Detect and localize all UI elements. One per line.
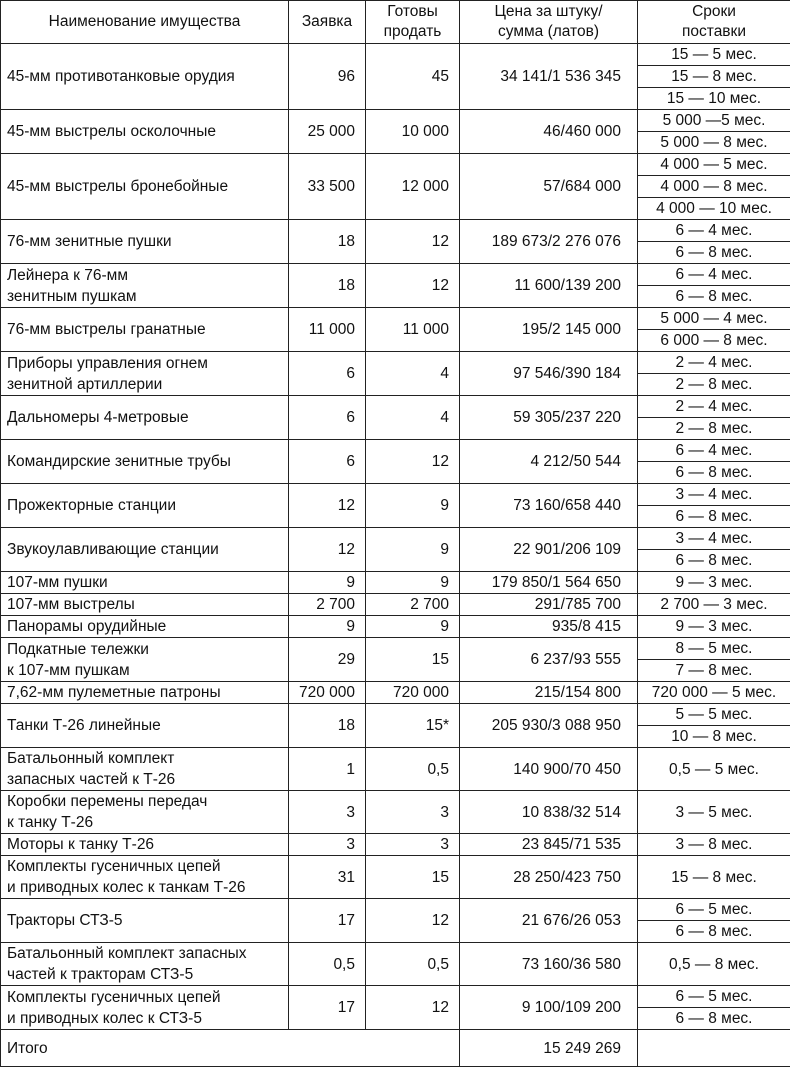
row-term: 6 — 4 мес. bbox=[638, 440, 790, 462]
row-name: Батальонный комплект запасных частей к Т-26 bbox=[1, 748, 289, 791]
table-row bbox=[1, 44, 790, 66]
row-name: 76-мм зенитные пушки bbox=[1, 220, 289, 264]
row-ready: 2 700 bbox=[366, 594, 460, 616]
row-price: 935/8 415 bbox=[460, 616, 638, 638]
row-term: 8 — 5 мес. bbox=[638, 638, 790, 660]
row-ready: 12 bbox=[366, 986, 460, 1030]
table-row bbox=[1, 594, 790, 616]
row-term: 4 000 — 10 мес. bbox=[638, 198, 790, 220]
row-request: 18 bbox=[289, 220, 366, 264]
row-term: 6 — 8 мес. bbox=[638, 1008, 790, 1030]
row-name: Дальномеры 4-метровые bbox=[1, 396, 289, 440]
row-price: 34 141/1 536 345 bbox=[460, 44, 638, 110]
row-ready: 3 bbox=[366, 791, 460, 834]
row-ready: 12 bbox=[366, 220, 460, 264]
row-request: 17 bbox=[289, 986, 366, 1030]
table-row bbox=[1, 791, 790, 834]
row-price: 59 305/237 220 bbox=[460, 396, 638, 440]
row-term: 5 — 5 мес. bbox=[638, 704, 790, 726]
row-request: 18 bbox=[289, 704, 366, 748]
row-price: 179 850/1 564 650 bbox=[460, 572, 638, 594]
table-row bbox=[1, 528, 790, 550]
row-term: 3 — 8 мес. bbox=[638, 834, 790, 856]
table-row bbox=[1, 308, 790, 330]
row-request: 720 000 bbox=[289, 682, 366, 704]
row-request: 31 bbox=[289, 856, 366, 899]
row-price: 4 212/50 544 bbox=[460, 440, 638, 484]
row-request: 12 bbox=[289, 484, 366, 528]
row-term: 3 — 5 мес. bbox=[638, 791, 790, 834]
row-name: Коробки перемены передач к танку Т-26 bbox=[1, 791, 289, 834]
table-row bbox=[1, 856, 790, 899]
row-term: 6 — 4 мес. bbox=[638, 220, 790, 242]
row-ready: 12 bbox=[366, 440, 460, 484]
row-price: 28 250/423 750 bbox=[460, 856, 638, 899]
row-term: 2 — 8 мес. bbox=[638, 418, 790, 440]
row-term: 3 — 4 мес. bbox=[638, 528, 790, 550]
row-term: 9 — 3 мес. bbox=[638, 572, 790, 594]
row-term: 6 000 — 8 мес. bbox=[638, 330, 790, 352]
row-term: 6 — 8 мес. bbox=[638, 242, 790, 264]
row-request: 33 500 bbox=[289, 154, 366, 220]
row-name: Тракторы СТЗ-5 bbox=[1, 899, 289, 943]
row-price: 46/460 000 bbox=[460, 110, 638, 154]
row-ready: 9 bbox=[366, 616, 460, 638]
table-row bbox=[1, 616, 790, 638]
row-name: 76-мм выстрелы гранатные bbox=[1, 308, 289, 352]
row-request: 3 bbox=[289, 834, 366, 856]
row-request: 3 bbox=[289, 791, 366, 834]
row-term: 15 — 10 мес. bbox=[638, 88, 790, 110]
row-name: Моторы к танку Т-26 bbox=[1, 834, 289, 856]
header-row bbox=[1, 1, 790, 44]
table-row bbox=[1, 220, 790, 242]
row-request: 96 bbox=[289, 44, 366, 110]
table-row bbox=[1, 899, 790, 921]
row-name: 45-мм противотанковые орудия bbox=[1, 44, 289, 110]
row-term: 7 — 8 мес. bbox=[638, 660, 790, 682]
row-request: 6 bbox=[289, 396, 366, 440]
row-term: 6 — 8 мес. bbox=[638, 286, 790, 308]
row-term: 3 — 4 мес. bbox=[638, 484, 790, 506]
table-row bbox=[1, 440, 790, 462]
row-term: 4 000 — 5 мес. bbox=[638, 154, 790, 176]
row-name: Командирские зенитные трубы bbox=[1, 440, 289, 484]
total-value: 15 249 269 bbox=[460, 1030, 638, 1067]
row-name: Приборы управления огнем зенитной артиллерии bbox=[1, 352, 289, 396]
row-name: Танки Т-26 линейные bbox=[1, 704, 289, 748]
row-ready: 720 000 bbox=[366, 682, 460, 704]
row-name: Комплекты гусеничных цепей и приводных колес к СТЗ-5 bbox=[1, 986, 289, 1030]
row-term: 10 — 8 мес. bbox=[638, 726, 790, 748]
row-ready: 15* bbox=[366, 704, 460, 748]
row-request: 11 000 bbox=[289, 308, 366, 352]
row-term: 0,5 — 8 мес. bbox=[638, 943, 790, 986]
row-ready: 9 bbox=[366, 484, 460, 528]
row-name: 45-мм выстрелы бронебойные bbox=[1, 154, 289, 220]
row-request: 0,5 bbox=[289, 943, 366, 986]
table-row bbox=[1, 396, 790, 418]
row-price: 195/2 145 000 bbox=[460, 308, 638, 352]
row-request: 9 bbox=[289, 616, 366, 638]
total-label: Итого bbox=[1, 1030, 460, 1067]
row-price: 21 676/26 053 bbox=[460, 899, 638, 943]
row-price: 57/684 000 bbox=[460, 154, 638, 220]
row-ready: 12 bbox=[366, 899, 460, 943]
row-term: 6 — 8 мес. bbox=[638, 550, 790, 572]
row-term: 2 — 4 мес. bbox=[638, 352, 790, 374]
table-row bbox=[1, 154, 790, 176]
row-ready: 9 bbox=[366, 528, 460, 572]
row-request: 18 bbox=[289, 264, 366, 308]
row-name: 107-мм выстрелы bbox=[1, 594, 289, 616]
row-name: Батальонный комплект запасных частей к тракторам СТЗ-5 bbox=[1, 943, 289, 986]
row-price: 140 900/70 450 bbox=[460, 748, 638, 791]
row-name: Подкатные тележки к 107-мм пушкам bbox=[1, 638, 289, 682]
row-term: 6 — 8 мес. bbox=[638, 462, 790, 484]
row-term: 6 — 5 мес. bbox=[638, 986, 790, 1008]
table-row bbox=[1, 682, 790, 704]
table-row bbox=[1, 704, 790, 726]
row-price: 10 838/32 514 bbox=[460, 791, 638, 834]
row-request: 17 bbox=[289, 899, 366, 943]
row-ready: 0,5 bbox=[366, 943, 460, 986]
row-ready: 0,5 bbox=[366, 748, 460, 791]
row-price: 97 546/390 184 bbox=[460, 352, 638, 396]
row-name: 107-мм пушки bbox=[1, 572, 289, 594]
row-ready: 12 bbox=[366, 264, 460, 308]
row-ready: 12 000 bbox=[366, 154, 460, 220]
row-request: 6 bbox=[289, 352, 366, 396]
row-ready: 3 bbox=[366, 834, 460, 856]
row-request: 1 bbox=[289, 748, 366, 791]
row-name: Лейнера к 76-мм зенитным пушкам bbox=[1, 264, 289, 308]
table-row bbox=[1, 986, 790, 1008]
row-request: 6 bbox=[289, 440, 366, 484]
row-ready: 45 bbox=[366, 44, 460, 110]
row-name: 7,62-мм пулеметные патроны bbox=[1, 682, 289, 704]
row-name: Звукоулавливающие станции bbox=[1, 528, 289, 572]
row-price: 291/785 700 bbox=[460, 594, 638, 616]
row-price: 73 160/36 580 bbox=[460, 943, 638, 986]
row-term: 6 — 8 мес. bbox=[638, 921, 790, 943]
row-price: 11 600/139 200 bbox=[460, 264, 638, 308]
row-term: 9 — 3 мес. bbox=[638, 616, 790, 638]
row-ready: 4 bbox=[366, 396, 460, 440]
header-ready: Готовы продать bbox=[366, 1, 460, 44]
row-term: 15 — 8 мес. bbox=[638, 856, 790, 899]
table-row bbox=[1, 572, 790, 594]
table-body bbox=[1, 44, 790, 1067]
row-ready: 10 000 bbox=[366, 110, 460, 154]
table-row bbox=[1, 264, 790, 286]
header-request: Заявка bbox=[289, 1, 366, 44]
row-price: 205 930/3 088 950 bbox=[460, 704, 638, 748]
table-row bbox=[1, 352, 790, 374]
row-ready: 4 bbox=[366, 352, 460, 396]
row-ready: 11 000 bbox=[366, 308, 460, 352]
row-price: 189 673/2 276 076 bbox=[460, 220, 638, 264]
total-empty bbox=[638, 1030, 790, 1067]
row-term: 2 — 8 мес. bbox=[638, 374, 790, 396]
row-term: 2 — 4 мес. bbox=[638, 396, 790, 418]
row-term: 5 000 — 8 мес. bbox=[638, 132, 790, 154]
table-row bbox=[1, 484, 790, 506]
total-row bbox=[1, 1030, 790, 1067]
row-price: 215/154 800 bbox=[460, 682, 638, 704]
table-header bbox=[1, 1, 790, 44]
row-request: 9 bbox=[289, 572, 366, 594]
table-row bbox=[1, 943, 790, 986]
row-term: 5 000 —5 мес. bbox=[638, 110, 790, 132]
row-term: 6 — 8 мес. bbox=[638, 506, 790, 528]
row-term: 6 — 5 мес. bbox=[638, 899, 790, 921]
row-price: 6 237/93 555 bbox=[460, 638, 638, 682]
row-term: 4 000 — 8 мес. bbox=[638, 176, 790, 198]
header-terms: Сроки поставки bbox=[638, 1, 790, 44]
row-ready: 15 bbox=[366, 856, 460, 899]
table-row bbox=[1, 748, 790, 791]
row-request: 12 bbox=[289, 528, 366, 572]
row-term: 5 000 — 4 мес. bbox=[638, 308, 790, 330]
row-term: 6 — 4 мес. bbox=[638, 264, 790, 286]
row-price: 73 160/658 440 bbox=[460, 484, 638, 528]
header-name: Наименование имущества bbox=[1, 1, 289, 44]
row-term: 15 — 8 мес. bbox=[638, 66, 790, 88]
row-name: 45-мм выстрелы осколочные bbox=[1, 110, 289, 154]
row-term: 15 — 5 мес. bbox=[638, 44, 790, 66]
row-request: 29 bbox=[289, 638, 366, 682]
table-row bbox=[1, 110, 790, 132]
table-row bbox=[1, 638, 790, 660]
row-name: Комплекты гусеничных цепей и приводных колес к танкам Т-26 bbox=[1, 856, 289, 899]
row-term: 720 000 — 5 мес. bbox=[638, 682, 790, 704]
row-term: 2 700 — 3 мес. bbox=[638, 594, 790, 616]
row-name: Прожекторные станции bbox=[1, 484, 289, 528]
row-term: 0,5 — 5 мес. bbox=[638, 748, 790, 791]
row-ready: 15 bbox=[366, 638, 460, 682]
row-ready: 9 bbox=[366, 572, 460, 594]
row-price: 9 100/109 200 bbox=[460, 986, 638, 1030]
row-name: Панорамы орудийные bbox=[1, 616, 289, 638]
header-price: Цена за штуку/ сумма (латов) bbox=[460, 1, 638, 44]
row-request: 25 000 bbox=[289, 110, 366, 154]
row-request: 2 700 bbox=[289, 594, 366, 616]
table-row bbox=[1, 834, 790, 856]
row-price: 23 845/71 535 bbox=[460, 834, 638, 856]
row-price: 22 901/206 109 bbox=[460, 528, 638, 572]
